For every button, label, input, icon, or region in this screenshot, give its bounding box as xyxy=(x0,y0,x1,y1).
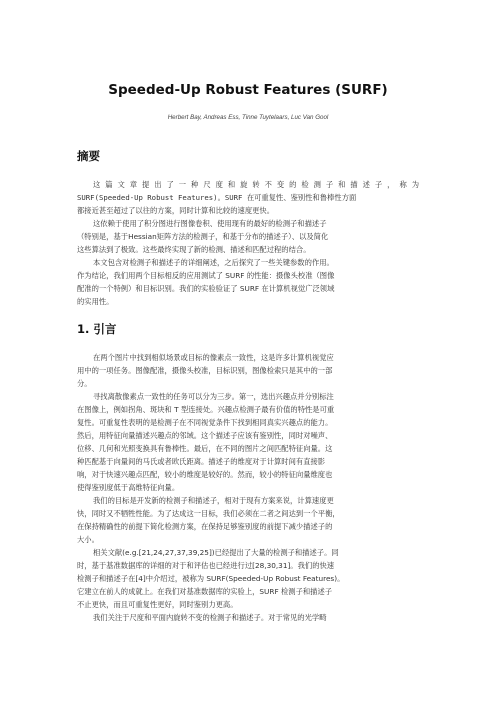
text-line: 它建立在前人的成就上。在我们对基准数据库的实验上，SURF 检测子和描述子 xyxy=(77,587,333,596)
intro-paragraph-3 xyxy=(77,494,419,546)
text-line: 寻找离散像素点一致性的任务可以分为三步。第一，选出兴趣点并分别标注 xyxy=(93,392,334,401)
text-line: SURF(Speeded-Up Robust Features)。SURF 在可重复性、鉴别性和鲁棒性方面 xyxy=(77,193,357,202)
text-line: 都接近甚至超过了以往的方案，同时计算和比较的速度更快。 xyxy=(77,206,275,215)
abstract-paragraph-3 xyxy=(77,256,419,308)
document-authors: Herbert Bay, Andreas Ess, Tinne Tuytelaars, Luc Van Gool xyxy=(167,114,329,121)
text-line: 我们关注于尺度和平面内旋转不变的检测子和描述子。对于常见的光学畸 xyxy=(93,613,327,622)
text-line: 使得鉴别度低于高维特征向量。 xyxy=(77,483,180,492)
intro-paragraph-1 xyxy=(77,351,419,390)
text-line: 本文包含对检测子和描述子的详细阐述，之后探究了一些关键参数的作用。 xyxy=(93,258,334,267)
intro-paragraph-4 xyxy=(77,546,419,611)
text-line: 用中的一项任务。图像配准，摄像头校准，目标识别，图像检索只是其中的一部 xyxy=(77,366,333,375)
abstract-heading: 摘要 xyxy=(77,149,100,163)
text-line: 位移、几何和光照变换具有鲁棒性。最后，在不同的图片之间匹配特征向量。这 xyxy=(77,444,333,453)
text-line: 作为结论，我们用两个目标相反的应用测试了 SURF 的性能：摄像头校准（图像 xyxy=(77,271,335,280)
text-line: 在保持精确性的前提下简化检测方案，在保持足够鉴别度的前提下减少描述子的 xyxy=(77,522,333,531)
text-line: 时，基于基准数据库的详细的对于和评估也已经进行过[28,30,31]。我们的快速 xyxy=(77,561,335,570)
text-line: 响，对于快速兴趣点匹配，较小的维度是较好的。然而，较小的特征向量维度也 xyxy=(77,470,333,479)
text-line: 检测子和描述子在[4]中介绍过，被称为 SURF(Speeded-Up Robust Features)。 xyxy=(77,574,345,583)
intro-paragraph-5 xyxy=(77,611,419,624)
text-line: 在两个图片中找到相似场景或目标的像素点一致性，这是许多计算机视觉应 xyxy=(93,353,334,362)
text-line: 这依赖于使用了积分图进行图像卷积、使用现有的最好的检测子和描述子 xyxy=(93,219,327,228)
text-line: 这些算法到了极致。这些最终实现了新的检测、描述和匹配过程的结合。 xyxy=(77,245,311,254)
text-line: 不止更快，而且可重复性更好，同时鉴别力更高。 xyxy=(77,600,238,609)
text-line: 然后，用特征向量描述兴趣点的邻域。这个描述子应该有鉴别性，同时对噪声、 xyxy=(77,431,333,440)
intro-paragraph-2 xyxy=(77,390,419,494)
text-line: 种匹配基于向量间的马氏或者欧氏距离。描述子的维度对于计算时间有直接影 xyxy=(77,457,326,466)
text-line: 配准的一个特例）和目标识别。我们的实验验证了 SURF 在计算机视觉广泛领域 xyxy=(77,284,335,293)
abstract-paragraph-2 xyxy=(77,217,419,256)
abstract-paragraph-1 xyxy=(77,178,419,217)
text-line: 复性。可重复性表明的是检测子在不同视觉条件下找到相同真实兴趣点的能力。 xyxy=(77,418,333,427)
document-title: Speeded-Up Robust Features (SURF) xyxy=(108,82,388,98)
text-line: 在图像上，例如拐角、斑块和 T 型连接处。兴趣点检测子最有价值的特性是可重 xyxy=(77,405,335,414)
text-line: （特别是，基于Hessian矩阵方法的检测子，和基于分布的描述子）、以及简化 xyxy=(77,232,329,241)
text-line: 快，同时又不牺牲性能。为了达成这一目标，我们必须在二者之间达到一个平衡， xyxy=(77,509,340,518)
text-line: 的实用性。 xyxy=(77,297,114,306)
text-line: 分。 xyxy=(77,379,92,388)
text-line: 这篇文章提出了一种尺度和旋转不变的检测子和描述子，称为 xyxy=(93,180,419,189)
text-line: 相关文献(e.g.[21,24,27,37,39,25])已经提出了大量的检测子和描述子。同 xyxy=(93,548,339,557)
introduction-heading: 1. 引言 xyxy=(77,322,117,336)
text-line: 大小。 xyxy=(77,535,99,544)
text-line: 我们的目标是开发新的检测子和描述子，相对于现有方案来说，计算速度更 xyxy=(93,496,334,505)
